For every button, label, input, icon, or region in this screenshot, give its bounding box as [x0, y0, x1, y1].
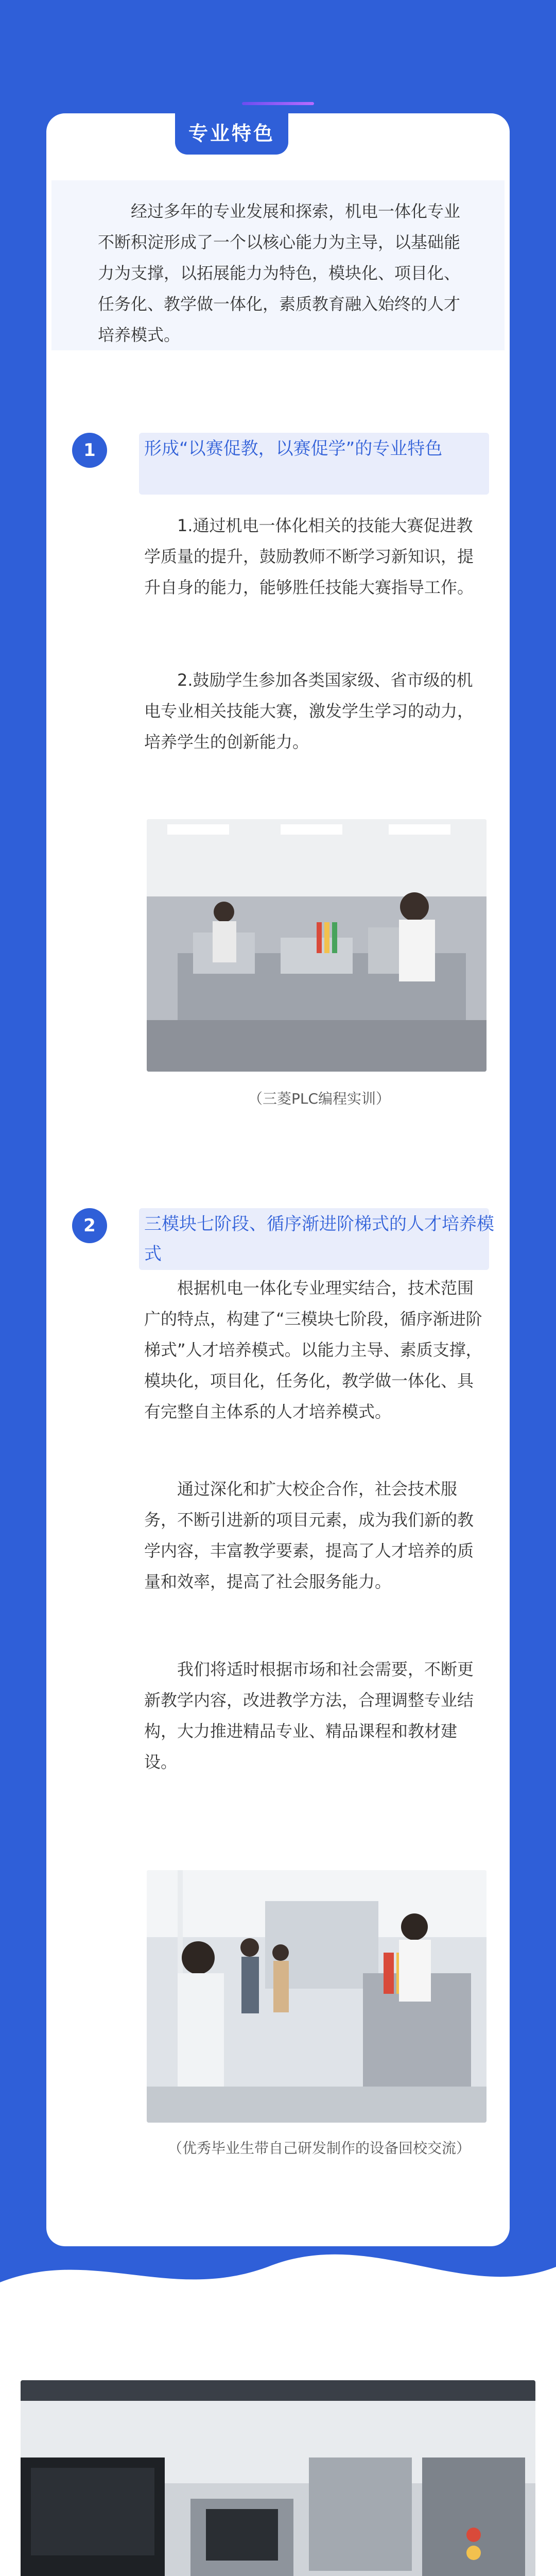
plc-training-photo	[147, 819, 486, 1072]
section-paragraph: 根据机电一体化专业理实结合，技术范围广的特点，构建了“三模块七阶段，循序渐进阶梯式”人才培养模式。以能力主导、素质支撑，模块化，项目化，任务化，教学做一体化、具有完整自主体系的人才培养模式。	[144, 1278, 482, 1421]
page-title: 专业特色	[188, 122, 275, 145]
section-title: 三模块七阶段、循序渐进阶梯式的人才培养模式	[144, 1214, 494, 1264]
section-number-badge: 1	[72, 433, 107, 468]
section-paragraph: 通过深化和扩大校企合作，社会技术服务，不断引进新的项目元素，成为我们新的教学内容，丰富教学要素，提高了人才培养的质量和效率，提高了社会服务能力。	[144, 1479, 474, 1591]
intro-paragraph: 经过多年的专业发展和探索，机电一体化专业不断积淀形成了一个以核心能力为主导，以基础能力为支撑，以拓展能力为特色，模块化、项目化、任务化、教学做一体化，素质教育融入始终的人才培养模式。	[98, 201, 461, 345]
section-paragraph: 我们将适时根据市场和社会需要，不断更新教学内容，改进教学方法，合理调整专业结构，大力推进精品专业、精品课程和教材建设。	[144, 1659, 474, 1772]
section-header	[175, 112, 288, 155]
section-number-badge: 2	[72, 1208, 107, 1243]
section-title: 形成“以赛促教，以赛促学”的专业特色	[144, 438, 443, 459]
automation-lab-illustration	[21, 2380, 535, 2576]
section-paragraph: 2.鼓励学生参加各类国家级、省市级的机电专业相关技能大赛，激发学生学习的动力，培养学生的创新能力。	[144, 670, 474, 752]
automation-line-photo	[21, 2380, 535, 2576]
photo-caption: （优秀毕业生带自己研发制作的设备回校交流）	[167, 2140, 471, 2157]
visit-scene-illustration	[147, 1870, 486, 2123]
title-accent-line	[242, 102, 314, 105]
photo-caption: （三菱PLC编程实训）	[248, 1090, 391, 1107]
graduate-visit-photo	[147, 1870, 486, 2123]
lab-scene-illustration	[147, 819, 486, 1072]
section-paragraph: 1.通过机电一体化相关的技能大赛促进教学质量的提升，鼓励教师不断学习新知识，提升自身的能力，能够胜任技能大赛指导工作。	[144, 516, 474, 597]
